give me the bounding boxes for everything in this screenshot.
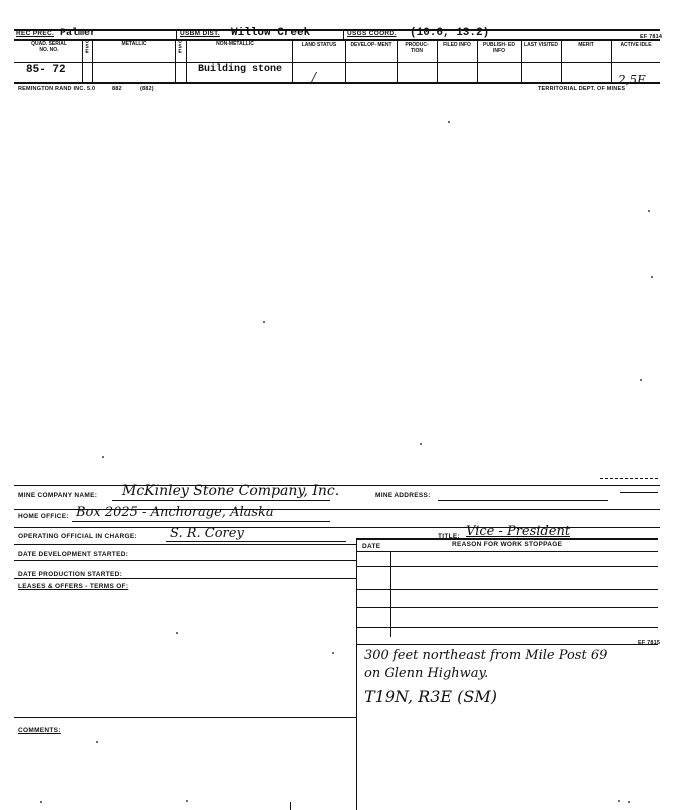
col-active-idle: ACTIVE IDLE [620, 42, 652, 48]
col-development: DEVELOP- MENT [350, 42, 392, 48]
mine-address-label: MINE ADDRESS: [375, 492, 431, 499]
col-quad-serial: QUAD. SERIAL NO. NO. [31, 41, 67, 53]
col-last-visited: LAST VISITED [524, 42, 558, 48]
header-top-rule [14, 29, 660, 31]
date-column-label: DATE [362, 543, 381, 550]
title-value: Vice - President [466, 524, 571, 539]
title-label: TITLE: [438, 533, 461, 540]
printer-credit: REMINGTON RAND INC. 5.0 [18, 86, 96, 92]
location-note-line-1: 300 feet northeast from Mile Post 69 [364, 648, 608, 663]
department-label: TERRITORIAL DEPT. OF MINES [538, 86, 626, 92]
location-note-line-3: T19N, R3E (SM) [364, 687, 497, 706]
col-published-info: PUBLISH- ED INFO [483, 42, 515, 54]
col-merit: MERIT [578, 42, 594, 48]
land-status-mark: / [312, 70, 317, 84]
non-metallic-value: Building stone [198, 64, 283, 75]
form-number: EF 7814 [640, 34, 663, 40]
col-use-2: U S E [178, 39, 182, 55]
usbm-dist-value: Willow Creek [231, 27, 311, 39]
date-production-label: DATE PRODUCTION STARTED: [18, 571, 123, 578]
reason-column-label: REASON FOR WORK STOPPAGE [452, 541, 563, 548]
col-land-status: LAND STATUS [301, 42, 337, 48]
col-metallic: METALLIC [121, 41, 147, 47]
form-code-2: (882) [140, 86, 154, 92]
mine-company-label: MINE COMPANY NAME: [18, 492, 98, 499]
mine-company-value: McKinley Stone Company, Inc. [122, 483, 340, 499]
location-note-line-2: on Glenn Highway. [364, 666, 489, 681]
col-non-metallic: NON-METALLIC [216, 41, 254, 47]
usgs-coord-value: (10.6, 13.2) [410, 27, 490, 39]
rec-prec-label: REC PREC. [16, 30, 55, 37]
operating-official-value: S. R. Corey [170, 526, 244, 541]
form-code-1: 882 [112, 86, 122, 92]
col-production: PRODUC- TION [405, 42, 429, 54]
home-office-label: HOME OFFICE: [18, 513, 69, 520]
active-idle-value: 2,5E [618, 73, 646, 87]
usbm-dist-label: USBM DIST. [180, 30, 220, 37]
col-filed-info: FILED INFO [443, 42, 471, 48]
col-use-1: U S E [85, 39, 89, 55]
rec-prec-value: Palmer [60, 28, 97, 39]
comments-label: COMMENTS: [18, 727, 61, 734]
leases-label: LEASES & OFFERS - TERMS OF: [18, 583, 129, 590]
home-office-value: Box 2025 - Anchorage, Alaska [76, 505, 274, 520]
quad-serial-value: 85- 72 [26, 64, 66, 76]
usgs-coord-label: USGS COORD. [347, 30, 397, 37]
form-number-2: EF 7815 [638, 640, 661, 646]
date-development-label: DATE DEVELOPMENT STARTED: [18, 551, 129, 558]
operating-official-label: OPERATING OFFICIAL IN CHARGE: [18, 533, 137, 540]
